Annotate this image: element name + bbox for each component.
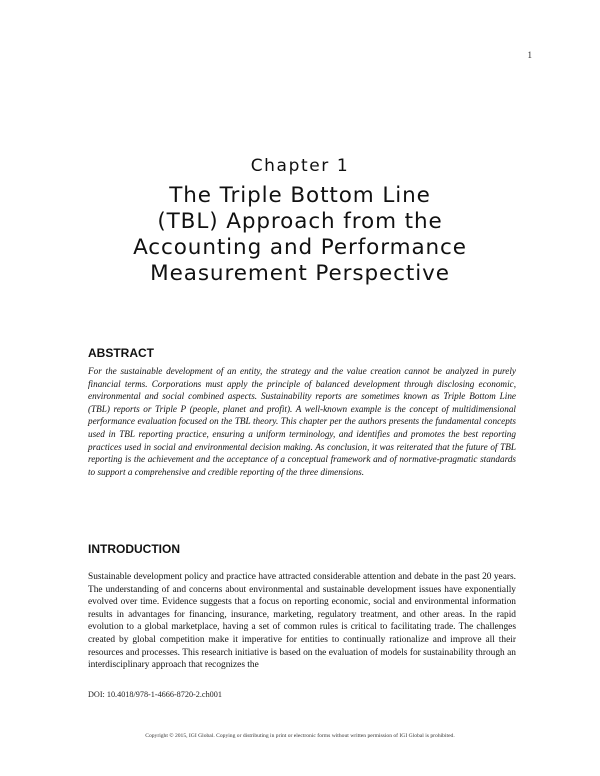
doi-reference: DOI: 10.4018/978-1-4666-8720-2.ch001 <box>88 690 222 699</box>
abstract-heading: ABSTRACT <box>88 346 154 360</box>
introduction-text: Sustainable development policy and practice have attracted considerable attention and debate in the past 20 years. The understanding of and concerns about environmental and sustainable development issues have exponentially evolved over time. Evidence suggests that a focus on reporting economic, social and environmental information results in advantages for financing, insurance, marketing, regulatory treatment, and other areas. In the rapid evolution to a global marketplace, having a set of common rules is critical to facilitating trade. The challenges created by global competition make it imperative for entities to continually rationalize and improve all their resources and processes. This research initiative is based on the evaluation of models for sustainability through an interdisciplinary approach that recognizes the <box>88 572 516 671</box>
chapter-label: Chapter 1 <box>250 156 350 176</box>
chapter-title-line: (TBL) Approach from the <box>157 209 443 234</box>
chapter-title-line: Accounting and Performance <box>133 235 467 260</box>
chapter-title-line: The Triple Bottom Line <box>169 183 431 208</box>
chapter-title-line: Measurement Perspective <box>150 261 450 286</box>
copyright-footer: Copyright © 2015, IGI Global. Copying or distributing in print or electronic forms without written permission of IGI Global is prohibited. <box>145 733 455 739</box>
abstract-text: For the sustainable development of an entity, the strategy and the value creation cannot be analyzed in purely financial terms. Corporations must apply the principle of balanced development through disclosing economic, environmental and social combined aspects. Sustainability reports are sometimes known as Triple Bottom Line (TBL) reports or Triple P (people, planet and profit). A well-known example is the concept of multidimensional performance evaluation focused on the TBL theory. This chapter per the authors presents the fundamental concepts used in TBL reporting practice, ensuring a uniform terminology, and identifies and promotes the best reporting practices used in social and environmental decision making. As conclusion, it was reiterated that the future of TBL reporting is the achievement and the acceptance of a conceptual framework and of normative-pragmatic standards to support a comprehensive and credible reporting of the three dimensions. <box>88 366 516 477</box>
page-number: 1 <box>527 50 532 60</box>
chapter-title <box>90 183 510 287</box>
introduction-heading: INTRODUCTION <box>88 542 180 556</box>
